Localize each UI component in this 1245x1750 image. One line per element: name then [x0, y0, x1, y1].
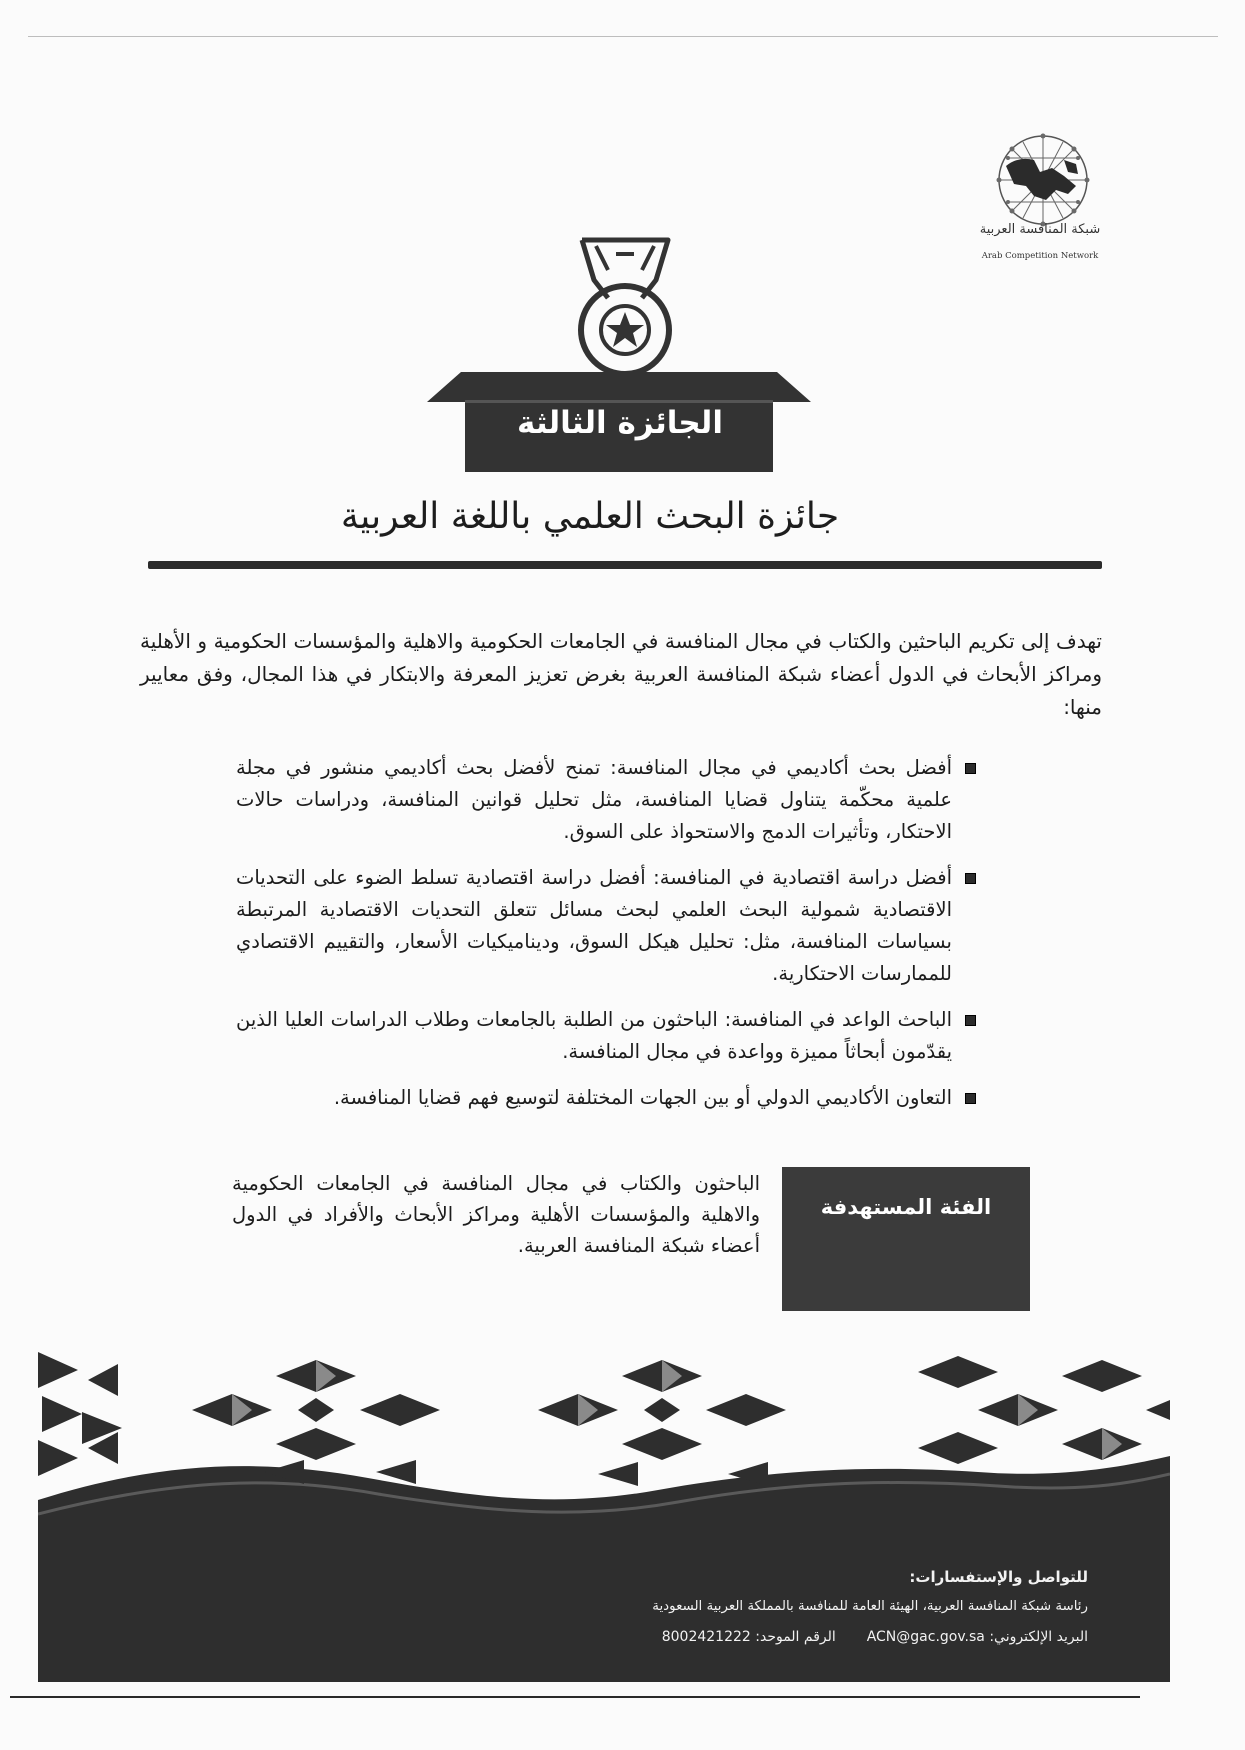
- list-item: [236, 862, 976, 990]
- page-title: جائزة البحث العلمي باللغة العربية: [340, 496, 840, 537]
- target-description: الباحثون والكتاب في مجال المنافسة في الجامعات الحكومية والاهلية والمؤسسات الأهلية ومراكز الأبحاث والأفراد في الدول أعضاء شبكة المنافسة العربية.: [232, 1172, 760, 1257]
- criteria-list: [236, 752, 976, 1128]
- criteria-text: الباحث الواعد في المنافسة: الباحثون من الطلبة بالجامعات وطلاب الدراسات العليا الذين يقدّمون أبحاثاً مميزة وواعدة في مجال المنافسة.: [236, 1008, 952, 1063]
- target-label: الفئة المستهدفة: [820, 1195, 992, 1219]
- contact-heading: للتواصل والإستفسارات:: [909, 1568, 1088, 1586]
- bullet-icon: [965, 1093, 976, 1104]
- email-label: البريد الإلكتروني:: [989, 1629, 1088, 1645]
- intro-paragraph: تهدف إلى تكريم الباحثين والكتاب في مجال المنافسة في الجامعات الحكومية والاهلية والمؤسسات الحكومية و الأهلية ومراكز الأبحاث في الدول أعضاء شبكة المنافسة العربية بغرض تعزيز المعرفة والابتكار في هذا المجال، وفق معايير منها:: [140, 629, 1102, 719]
- criteria-text: أفضل بحث أكاديمي في مجال المنافسة: تمنح لأفضل بحث أكاديمي منشور في مجلة علمية محكّمة يتناول قضايا المنافسة، مثل تحليل قوانين المنافسة، ودراسات حالات الاحتكار، وتأثيرات الدمج والاستحواذ على السوق.: [236, 756, 952, 843]
- medal-icon: [560, 232, 690, 382]
- list-item: [236, 1082, 976, 1114]
- criteria-text: التعاون الأكاديمي الدولي أو بين الجهات المختلفة لتوسيع فهم قضايا المنافسة.: [333, 1086, 952, 1109]
- contact-organization: رئاسة شبكة المنافسة العربية، الهيئة العامة للمنافسة بالمملكة العربية السعودية: [652, 1599, 1088, 1614]
- target-label-box: [782, 1167, 1030, 1311]
- scan-top-line: [28, 36, 1218, 37]
- bullet-icon: [965, 1015, 976, 1026]
- list-item: [236, 752, 976, 848]
- logo-english-name: Arab Competition Network: [981, 251, 1099, 261]
- email-link[interactable]: ACN@gac.gov.sa: [866, 1629, 985, 1645]
- list-item: [236, 1004, 976, 1068]
- phone-number[interactable]: 8002421222: [661, 1629, 751, 1645]
- contact-block: [500, 1562, 1088, 1652]
- bullet-icon: [965, 873, 976, 884]
- phone-label: الرقم الموحد:: [755, 1629, 836, 1645]
- award-rank-label: الجائزة الثالثة: [517, 405, 723, 441]
- scan-bottom-line: [10, 1696, 1140, 1698]
- bullet-icon: [965, 763, 976, 774]
- criteria-text: أفضل دراسة اقتصادية في المنافسة: أفضل دراسة اقتصادية تسلط الضوء على التحديات الاقتصادية شمولية البحث العلمي لبحث مسائل تتعلق التحديات الاقتصادية المرتبطة بسياسات المنافسة، مثل: تحليل هيكل السوق، وديناميكيات الأسعار، والتقييم الاقتصادي للممارسات الاحتكارية.: [236, 866, 952, 985]
- globe-logo-icon: [968, 120, 1118, 270]
- contact-line: [500, 1622, 1088, 1652]
- title-divider: [148, 561, 1102, 569]
- logo-arabic-name: شبكة المنافسة العربية: [979, 222, 1101, 237]
